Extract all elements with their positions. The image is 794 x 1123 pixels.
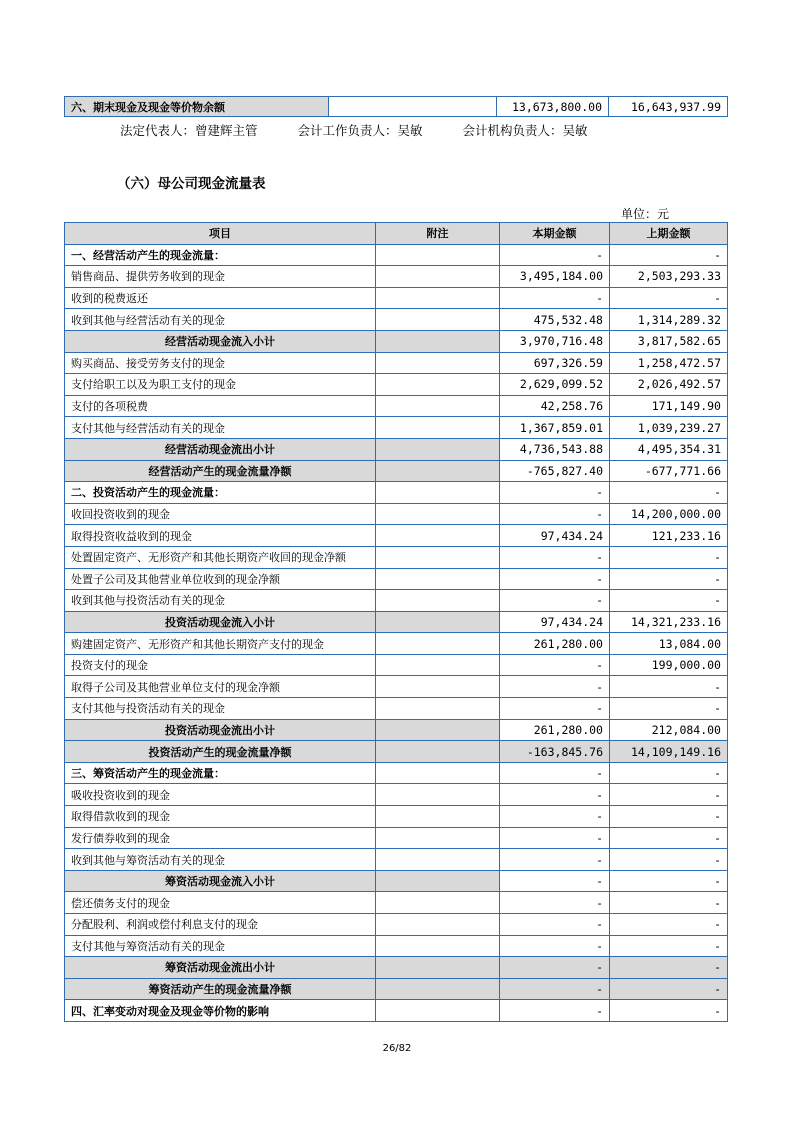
row-prior: - — [610, 957, 728, 979]
row-current: - — [500, 287, 610, 309]
row-prior: 212,084.00 — [610, 719, 728, 741]
row-current: - — [500, 503, 610, 525]
table-row — [65, 546, 728, 568]
table-row — [65, 438, 728, 460]
row-current: - — [500, 870, 610, 892]
row-prior: - — [610, 806, 728, 828]
row-label: 三、筹资活动产生的现金流量： — [65, 762, 376, 784]
row-label: 筹资活动现金流入小计 — [65, 870, 376, 892]
table-row — [65, 870, 728, 892]
row-current: - — [500, 849, 610, 871]
row-current: 3,495,184.00 — [500, 266, 610, 288]
row-current: 97,434.24 — [500, 611, 610, 633]
row-prior: 1,258,472.57 — [610, 352, 728, 374]
page-number: 26/82 — [382, 1043, 412, 1054]
row-label: 支付给职工以及为职工支付的现金 — [65, 374, 376, 396]
row-note — [376, 741, 500, 763]
row-label: 取得投资收益收到的现金 — [65, 525, 376, 547]
table-row — [65, 633, 728, 655]
accounting-head: 会计工作负责人：吴敏 — [297, 123, 423, 138]
row-note — [376, 935, 500, 957]
row-prior: - — [610, 870, 728, 892]
row-label: 筹资活动现金流出小计 — [65, 957, 376, 979]
row-prior: - — [610, 978, 728, 1000]
row-current: - — [500, 914, 610, 936]
row-current: 3,970,716.48 — [500, 330, 610, 352]
row-label: 经营活动现金流出小计 — [65, 438, 376, 460]
table-row — [65, 590, 728, 612]
row-label: 支付其他与经营活动有关的现金 — [65, 417, 376, 439]
row-note — [376, 460, 500, 482]
row-current: - — [500, 957, 610, 979]
row-prior: - — [610, 935, 728, 957]
header-prior: 上期金额 — [610, 223, 728, 245]
row-current: 1,367,859.01 — [500, 417, 610, 439]
row-note — [376, 309, 500, 331]
row-label: 发行债券收到的现金 — [65, 827, 376, 849]
row-label: 筹资活动产生的现金流量净额 — [65, 978, 376, 1000]
unit-label: 单位：元 — [621, 207, 670, 221]
row-label: 一、经营活动产生的现金流量： — [65, 244, 376, 266]
row-prior: - — [610, 568, 728, 590]
row-label: 取得子公司及其他营业单位支付的现金净额 — [65, 676, 376, 698]
cash-flow-body — [65, 244, 728, 1021]
row-note — [376, 525, 500, 547]
table-row — [65, 309, 728, 331]
row-note — [376, 698, 500, 720]
row-note — [376, 870, 500, 892]
row-prior: - — [610, 287, 728, 309]
table-row — [65, 611, 728, 633]
ending-balance-note — [329, 97, 497, 117]
header-current: 本期金额 — [500, 223, 610, 245]
table-row — [65, 287, 728, 309]
row-prior: 1,039,239.27 — [610, 417, 728, 439]
row-current: - — [500, 546, 610, 568]
row-prior: - — [610, 914, 728, 936]
row-current: -765,827.40 — [500, 460, 610, 482]
row-prior: - — [610, 698, 728, 720]
row-label: 经营活动现金流入小计 — [65, 330, 376, 352]
row-label: 经营活动产生的现金流量净额 — [65, 460, 376, 482]
row-current: - — [500, 935, 610, 957]
row-note — [376, 374, 500, 396]
row-note — [376, 352, 500, 374]
table-row — [65, 352, 728, 374]
table-row — [65, 957, 728, 979]
table-row — [65, 806, 728, 828]
table-row — [65, 460, 728, 482]
accounting-org-head: 会计机构负责人：吴敏 — [462, 123, 588, 138]
table-row — [65, 827, 728, 849]
row-label: 投资活动现金流入小计 — [65, 611, 376, 633]
row-note — [376, 546, 500, 568]
table-row — [65, 978, 728, 1000]
row-note — [376, 806, 500, 828]
table-row — [65, 654, 728, 676]
ending-balance-row — [65, 97, 728, 117]
row-label: 吸收投资收到的现金 — [65, 784, 376, 806]
table-row — [65, 395, 728, 417]
row-label: 销售商品、提供劳务收到的现金 — [65, 266, 376, 288]
table-row — [65, 568, 728, 590]
row-label: 二、投资活动产生的现金流量： — [65, 482, 376, 504]
row-note — [376, 503, 500, 525]
row-label: 购建固定资产、无形资产和其他长期资产支付的现金 — [65, 633, 376, 655]
row-prior: - — [610, 590, 728, 612]
row-label: 投资活动产生的现金流量净额 — [65, 741, 376, 763]
row-current: 42,258.76 — [500, 395, 610, 417]
row-current: - — [500, 482, 610, 504]
row-note — [376, 957, 500, 979]
row-current: - — [500, 978, 610, 1000]
table-row — [65, 525, 728, 547]
section-title: （六）母公司现金流量表 — [117, 176, 266, 192]
table-row — [65, 1000, 728, 1022]
row-note — [376, 417, 500, 439]
row-prior: 4,495,354.31 — [610, 438, 728, 460]
row-current: - — [500, 654, 610, 676]
row-current: - — [500, 1000, 610, 1022]
row-prior: 171,149.90 — [610, 395, 728, 417]
row-note — [376, 654, 500, 676]
row-current: - — [500, 806, 610, 828]
row-note — [376, 719, 500, 741]
row-note — [376, 287, 500, 309]
row-note — [376, 482, 500, 504]
row-prior: - — [610, 849, 728, 871]
row-current: - — [500, 827, 610, 849]
table-row — [65, 244, 728, 266]
row-prior: - — [610, 762, 728, 784]
table-row — [65, 676, 728, 698]
row-prior: - — [610, 676, 728, 698]
row-prior: 14,321,233.16 — [610, 611, 728, 633]
row-prior: 3,817,582.65 — [610, 330, 728, 352]
row-note — [376, 330, 500, 352]
row-note — [376, 438, 500, 460]
row-note — [376, 978, 500, 1000]
row-current: - — [500, 892, 610, 914]
row-prior: -677,771.66 — [610, 460, 728, 482]
ending-balance-table — [64, 96, 728, 117]
table-row — [65, 741, 728, 763]
row-label: 处置子公司及其他营业单位收到的现金净额 — [65, 568, 376, 590]
header-item: 项目 — [65, 223, 376, 245]
row-prior: - — [610, 1000, 728, 1022]
row-prior: 2,503,293.33 — [610, 266, 728, 288]
table-row — [65, 719, 728, 741]
row-current: - — [500, 762, 610, 784]
table-row — [65, 698, 728, 720]
row-prior: - — [610, 892, 728, 914]
row-label: 收到其他与筹资活动有关的现金 — [65, 849, 376, 871]
table-row — [65, 266, 728, 288]
row-note — [376, 914, 500, 936]
row-label: 收回投资收到的现金 — [65, 503, 376, 525]
row-label: 支付的各项税费 — [65, 395, 376, 417]
row-current: - — [500, 568, 610, 590]
table-row — [65, 849, 728, 871]
row-current: 2,629,099.52 — [500, 374, 610, 396]
row-label: 收到的税费返还 — [65, 287, 376, 309]
table-row — [65, 374, 728, 396]
row-current: - — [500, 784, 610, 806]
table-row — [65, 762, 728, 784]
row-current: - — [500, 590, 610, 612]
table-row — [65, 914, 728, 936]
row-label: 处置固定资产、无形资产和其他长期资产收回的现金净额 — [65, 546, 376, 568]
row-note — [376, 395, 500, 417]
row-note — [376, 784, 500, 806]
signature-line — [120, 121, 624, 139]
table-row — [65, 784, 728, 806]
row-current: 261,280.00 — [500, 633, 610, 655]
row-current: - — [500, 244, 610, 266]
row-current: 475,532.48 — [500, 309, 610, 331]
row-prior: 1,314,289.32 — [610, 309, 728, 331]
table-row — [65, 935, 728, 957]
row-current: 697,326.59 — [500, 352, 610, 374]
row-prior: 199,000.00 — [610, 654, 728, 676]
row-label: 购买商品、接受劳务支付的现金 — [65, 352, 376, 374]
row-note — [376, 892, 500, 914]
row-note — [376, 676, 500, 698]
row-note — [376, 244, 500, 266]
row-note — [376, 827, 500, 849]
row-label: 分配股利、利润或偿付利息支付的现金 — [65, 914, 376, 936]
row-prior: 14,200,000.00 — [610, 503, 728, 525]
row-prior: - — [610, 546, 728, 568]
row-prior: 121,233.16 — [610, 525, 728, 547]
row-current: 261,280.00 — [500, 719, 610, 741]
row-prior: - — [610, 784, 728, 806]
header-note: 附注 — [376, 223, 500, 245]
row-label: 取得借款收到的现金 — [65, 806, 376, 828]
row-note — [376, 266, 500, 288]
legal-representative: 法定代表人：曾建辉主管 — [120, 123, 258, 138]
table-row — [65, 892, 728, 914]
row-prior: 14,109,149.16 — [610, 741, 728, 763]
table-row — [65, 482, 728, 504]
row-label: 收到其他与经营活动有关的现金 — [65, 309, 376, 331]
row-prior: 2,026,492.57 — [610, 374, 728, 396]
row-current: 97,434.24 — [500, 525, 610, 547]
row-label: 收到其他与投资活动有关的现金 — [65, 590, 376, 612]
row-prior: - — [610, 827, 728, 849]
row-label: 投资活动现金流出小计 — [65, 719, 376, 741]
row-current: -163,845.76 — [500, 741, 610, 763]
table-row — [65, 503, 728, 525]
row-note — [376, 590, 500, 612]
row-note — [376, 568, 500, 590]
row-note — [376, 849, 500, 871]
table-row — [65, 330, 728, 352]
row-current: - — [500, 698, 610, 720]
row-current: - — [500, 676, 610, 698]
ending-balance-label: 六、期末现金及现金等价物余额 — [65, 97, 329, 117]
row-current: 4,736,543.88 — [500, 438, 610, 460]
row-label: 投资支付的现金 — [65, 654, 376, 676]
row-label: 偿还债务支付的现金 — [65, 892, 376, 914]
row-prior: 13,084.00 — [610, 633, 728, 655]
cash-flow-table — [64, 222, 728, 1022]
row-label: 支付其他与筹资活动有关的现金 — [65, 935, 376, 957]
table-header-row — [65, 223, 728, 245]
row-prior: - — [610, 482, 728, 504]
row-label: 支付其他与投资活动有关的现金 — [65, 698, 376, 720]
row-prior: - — [610, 244, 728, 266]
table-row — [65, 417, 728, 439]
row-note — [376, 762, 500, 784]
ending-balance-current: 13,673,800.00 — [497, 97, 609, 117]
ending-balance-prior: 16,643,937.99 — [609, 97, 728, 117]
row-label: 四、汇率变动对现金及现金等价物的影响 — [65, 1000, 376, 1022]
row-note — [376, 1000, 500, 1022]
row-note — [376, 633, 500, 655]
row-note — [376, 611, 500, 633]
